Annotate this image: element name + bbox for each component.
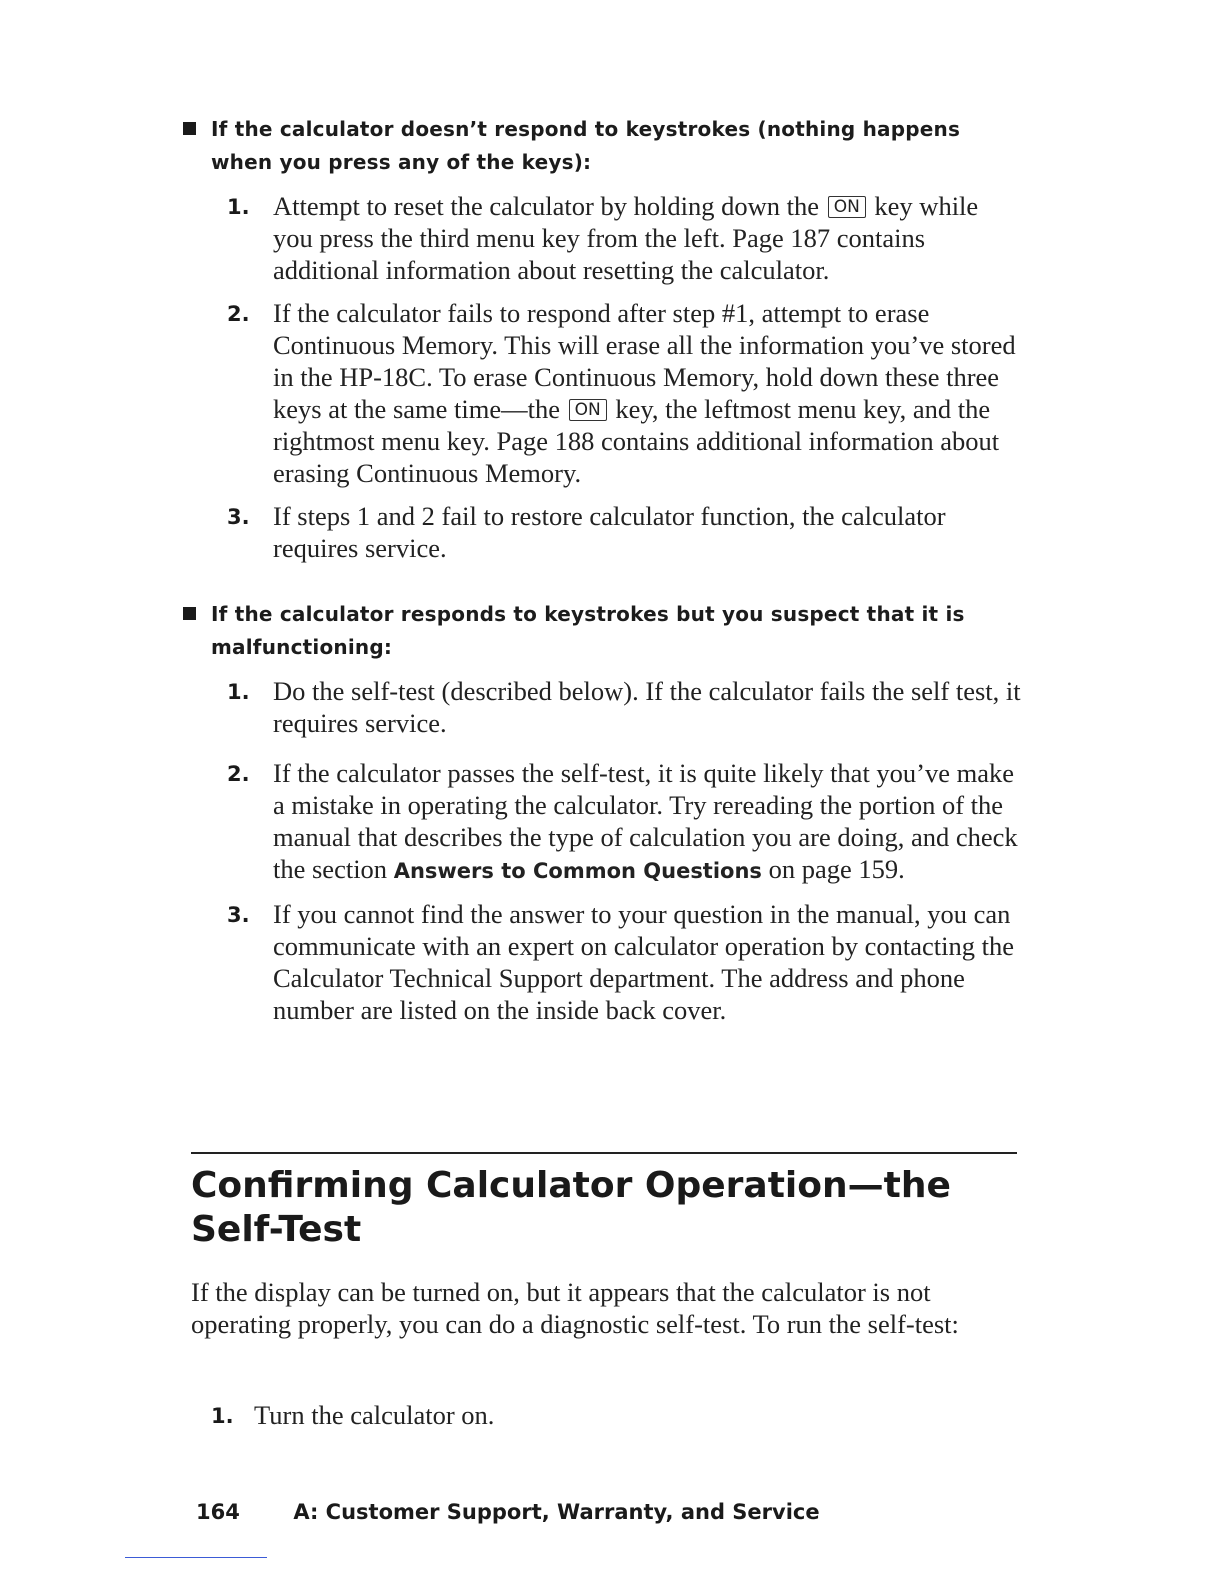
selftest-step-list bbox=[191, 1399, 1021, 1431]
cross-reference: Answers to Common Questions bbox=[393, 859, 762, 883]
section-title: Confirming Calculator Operation—the Self-Test bbox=[191, 1165, 951, 1250]
troubleshoot-malfunction bbox=[181, 598, 1021, 1026]
footer-line bbox=[125, 1557, 267, 1558]
intro-paragraph: If the display can be turned on, but it appears that the calculator is not operating properly, you can do a diagnostic self-test. To run the self-test: bbox=[191, 1277, 959, 1339]
list-item: 3. If you cannot find the answer to your question in the manual, you can communicate with an expert on calculator operation by contacting the Calculator Technical Support department. The address and phone number are listed on the inside back cover. bbox=[227, 899, 1014, 1025]
list-item: 1. Turn the calculator on. bbox=[211, 1400, 495, 1430]
chapter-title: A: Customer Support, Warranty, and Service bbox=[293, 1500, 820, 1524]
bullet-square-icon bbox=[183, 607, 196, 620]
list-item: 1. Attempt to reset the calculator by holding down the ON key while you press the third menu key from the left. Page 187 contains additional information about resetting the calculator. bbox=[227, 191, 979, 285]
troubleshoot-no-response bbox=[181, 113, 1021, 564]
page-footer bbox=[196, 1500, 820, 1524]
list-item: 2. If the calculator fails to respond after step #1, attempt to erase Continuous Memory. This will erase all the information you’ve stored in the HP-18C. To erase Continuous Memory, hold down these three keys at the same time—the ON key, the leftmost menu key, and the rightmost menu key. Page 188 contains additional information about erasing Continuous Memory. bbox=[227, 298, 1016, 488]
list-item: 2. If the calculator passes the self-test, it is quite likely that you’ve make a mistake in operating the calculator. Try rereading the portion of the manual that describes the type of calculation you are doing, and check the section Answers to Common Questions on page 159. bbox=[227, 758, 1018, 884]
on-key-icon: ON bbox=[569, 399, 607, 421]
list-item: 1. Do the self-test (described below). If the calculator fails the self test, it requires service. bbox=[227, 676, 1021, 738]
step-list bbox=[181, 675, 1021, 1026]
step-list bbox=[181, 190, 1021, 564]
bullet-heading: If the calculator doesn’t respond to keystrokes (nothing happens when you press any of the keys): bbox=[181, 113, 1021, 179]
bullet-square-icon bbox=[183, 122, 196, 135]
list-item: 3. If steps 1 and 2 fail to restore calculator function, the calculator requires service. bbox=[227, 501, 946, 563]
bullet-heading: If the calculator responds to keystrokes but you suspect that it is malfunctioning: bbox=[181, 598, 1021, 664]
section-divider bbox=[191, 1152, 1017, 1154]
on-key-icon: ON bbox=[828, 196, 866, 218]
page-number: 164 bbox=[196, 1500, 240, 1524]
